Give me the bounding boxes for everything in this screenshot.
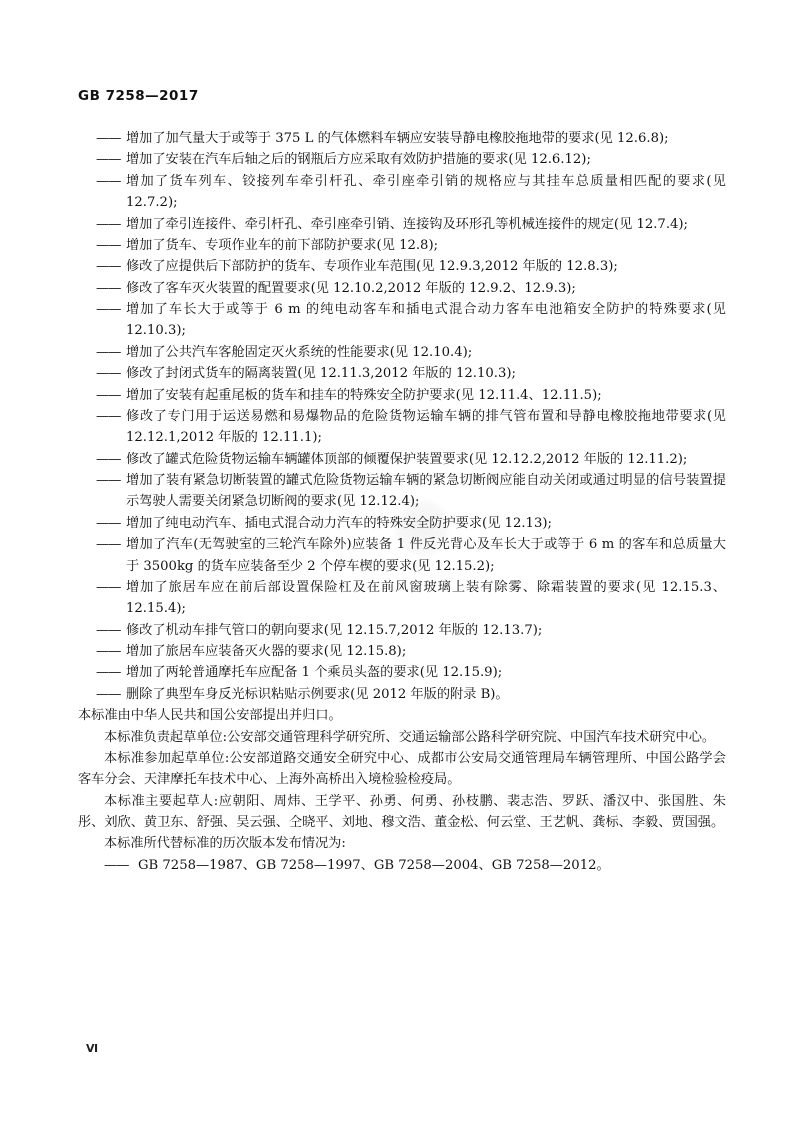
dash-marker: —— [96,131,121,146]
list-item-text: 修改了专门用于运送易燃和易爆物品的危险货物运输车辆的排气管布置和导静电橡胶拖地带要求(见 12.12.1,2012 年版的 12.11.1); [126,408,726,446]
list-item [78,235,726,256]
list-item [78,406,726,449]
list-item [78,342,726,363]
dash-marker: —— [96,387,121,403]
list-item-text: 修改了封闭式货车的隔离装置(见 12.11.3,2012 年版的 12.10.3); [126,366,516,382]
page-header [78,88,199,104]
dash-marker: —— [96,280,121,296]
dash-marker: —— [96,366,121,382]
list-item [78,278,726,299]
list-item-text: 修改了罐式危险货物运输车辆罐体顶部的倾覆保护装置要求(见 12.12.2,2012 年版的 12.11.2); [126,451,688,467]
list-item-text: 增加了货车列车、铰接列车牵引杆孔、牵引座牵引销的规格应与其挂车总质量相匹配的要求(见 12.7.2); [126,173,726,211]
dash-marker: —— [96,216,121,232]
dash-marker: —— [96,237,121,253]
list-item [78,363,726,384]
paragraph-proposer: 本标准由中华人民共和国公安部提出并归口。 [78,708,342,724]
paragraph-replaced-standards-intro: 本标准所代替标准的历次版本发布情况为: [104,836,346,852]
list-item [78,171,726,214]
list-item-text: 增加了纯电动汽车、插电式混合动力汽车的特殊安全防护要求(见 12.13); [126,515,552,531]
dash-marker: —— [96,451,121,467]
paragraph-participating-units: 本标准参加起草单位:公安部道路交通安全研究中心、成都市公安局交通管理局车辆管理所、中国公路学会客车分会、天津摩托车技术中心、上海外高桥出入境检验检疫局。 [78,750,726,788]
list-item-text: 修改了应提供后下部防护的货车、专项作业车范围(见 12.9.3,2012 年版的 12.8.3); [126,259,618,275]
list-item [78,299,726,342]
list-item-text: 增加了公共汽车客舱固定灭火系统的性能要求(见 12.10.4); [126,344,473,360]
dash-marker: —— [96,152,121,168]
list-item [78,385,726,406]
list-item [78,641,726,662]
paragraph-main-drafters: 本标准主要起草人:应朝阳、周炜、王学平、孙勇、何勇、孙枝鹏、裴志浩、罗跃、潘汉中、张国胜、朱彤、刘欣、黄卫东、舒强、吴云强、仝晓平、刘地、穆文浩、董金松、何云堂、王艺帆、龚标、李毅、贾国强。 [78,793,726,830]
list-item [78,470,726,513]
list-item-text: 增加了加气量大于或等于 375 L 的气体燃料车辆应安装导静电橡胶拖地带的要求(见 12.6.8); [126,131,669,146]
list-item-text: 增加了两轮普通摩托车应配备 1 个乘员头盔的要求(见 12.15.9); [126,665,503,681]
dash-marker: —— [96,665,121,681]
list-item [78,128,726,149]
list-item [78,149,726,170]
list-item [78,534,726,577]
list-item-text: 增加了货车、专项作业车的前下部防护要求(见 12.8); [126,237,439,253]
dash-marker: —— [96,515,121,531]
dash-marker: —— [96,302,121,317]
dash-marker: —— [96,344,121,360]
list-item-text: 增加了车长大于或等于 6 m 的纯电动客车和插电式混合动力客车电池箱安全防护的特殊要求(见 12.10.3); [126,302,726,339]
list-item [78,684,726,705]
list-item [78,662,726,683]
list-item [78,620,726,641]
list-item-text: 修改了客车灭火装置的配置要求(见 12.10.2,2012 年版的 12.9.2、12.9.3); [126,280,576,296]
list-item-text: 删除了典型车身反光标识粘贴示例要求(见 2012 年版的附录 B)。 [126,686,509,702]
list-item [78,577,726,620]
history-list-item [78,855,726,876]
dash-marker: —— [104,857,129,873]
dash-marker: —— [96,259,121,275]
dash-marker: —— [96,686,121,702]
paragraph-lead-drafting-units: 本标准负责起草单位:公安部交通管理科学研究所、交通运输部公路科学研究院、中国汽车技术研究中心。 [104,729,716,745]
list-item-text: 增加了安装在汽车后轴之后的钢瓶后方应采取有效防护措施的要求(见 12.6.12); [126,152,591,168]
list-item-text: 增加了牵引连接件、牵引杆孔、牵引座牵引销、连接钩及环形孔等机械连接件的规定(见 12.7.4); [126,216,688,232]
dash-marker: —— [96,173,121,189]
list-item [78,513,726,534]
list-item-text: 增加了装有紧急切断装置的罐式危险货物运输车辆的紧急切断阀应能自动关闭或通过明显的信号装置提示驾驶人需要关闭紧急切断阀的要求(见 12.12.4); [126,473,726,510]
page-number: Ⅵ [86,1042,99,1055]
standard-number: GB 7258—2017 [78,88,199,104]
dash-marker: —— [96,644,121,659]
list-item-text: 增加了旅居车应在前后部设置保险杠及在前风窗玻璃上装有除雾、除霜装置的要求(见 12.15.3、12.15.4); [126,579,726,617]
dash-marker: —— [96,579,121,595]
dash-marker: —— [96,622,121,638]
dash-marker: —— [96,473,121,488]
dash-marker: —— [96,537,121,553]
history-list-item-text: GB 7258—1987、GB 7258—1997、GB 7258—2004、GB 7258—2012。 [138,857,610,873]
list-item-text: 增加了旅居车应装备灭火器的要求(见 12.15.8); [126,644,407,659]
list-item [78,256,726,277]
page-content [78,128,726,876]
list-item [78,214,726,235]
list-item-text: 增加了安装有起重尾板的货车和挂车的特殊安全防护要求(见 12.11.4、12.11.5); [126,387,602,403]
dash-marker: —— [96,408,121,424]
list-item-text: 修改了机动车排气管口的朝向要求(见 12.15.7,2012 年版的 12.13.7); [126,622,543,638]
list-item-text: 增加了汽车(无驾驶室的三轮汽车除外)应装备 1 件反光背心及车长大于或等于 6 m 的客车和总质量大于 3500kg 的货车应装备至少 2 个停车楔的要求(见 12.15.2); [126,537,726,574]
list-item [78,449,726,470]
